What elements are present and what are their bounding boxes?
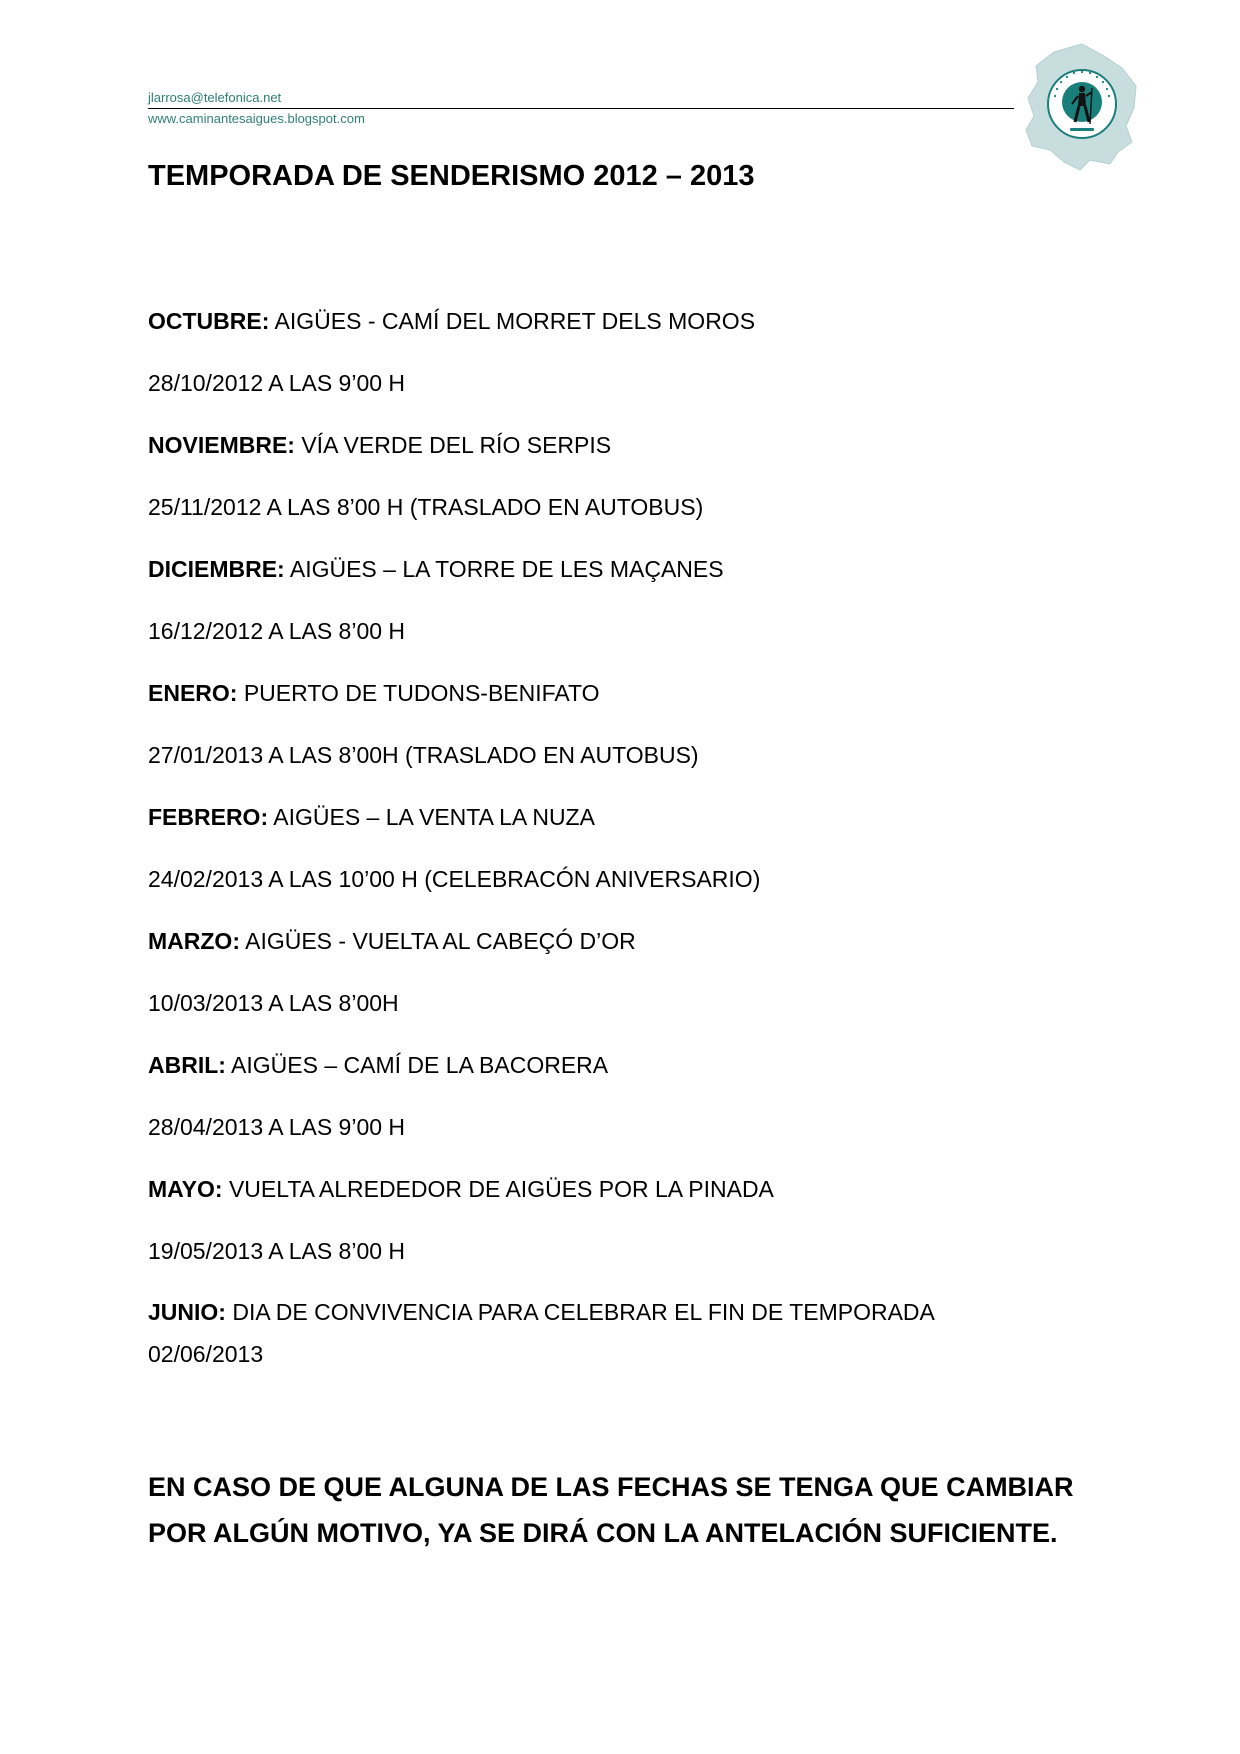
month-label: FEBRERO:: [148, 804, 269, 830]
schedule-row-month: [148, 1175, 1148, 1237]
month-label: ABRIL:: [148, 1052, 226, 1078]
date-change-notice: [148, 1464, 1148, 1556]
schedule-row-month: [148, 307, 1148, 369]
schedule-row-date: 28/04/2013 A LAS 9’00 H: [148, 1114, 406, 1140]
month-label: DICIEMBRE:: [148, 556, 285, 582]
route-name: AIGÜES - VUELTA AL CABEÇÓ D’OR: [239, 928, 636, 954]
schedule-row-month: [148, 555, 1148, 617]
route-name: AIGÜES – CAMÍ DE LA BACORERA: [225, 1052, 609, 1078]
schedule-june-block: [148, 1291, 1148, 1375]
route-name: AIGÜES – LA VENTA LA NUZA: [268, 804, 595, 830]
month-label: MAYO:: [148, 1176, 223, 1202]
schedule-row-month: [148, 679, 1148, 741]
schedule-row-date: 02/06/2013: [148, 1341, 264, 1367]
schedule-row-date: 27/01/2013 A LAS 8’00H (TRASLADO EN AUTOBUS): [148, 742, 699, 768]
schedule-row-date: 24/02/2013 A LAS 10’00 H (CELEBRACÓN ANIVERSARIO): [148, 866, 761, 892]
month-label: MARZO:: [148, 928, 240, 954]
header-website[interactable]: www.caminantesaigues.blogspot.com: [148, 111, 365, 126]
hiking-schedule: [148, 307, 1148, 1375]
notice-line: EN CASO DE QUE ALGUNA DE LAS FECHAS SE TENGA QUE CAMBIAR: [148, 1472, 1074, 1502]
schedule-row-month: [148, 803, 1148, 865]
document-title: TEMPORADA DE SENDERISMO 2012 – 2013: [148, 160, 755, 192]
schedule-row-month: [148, 431, 1148, 493]
schedule-row-date: 28/10/2012 A LAS 9’00 H: [148, 370, 406, 396]
schedule-row-date: 10/03/2013 A LAS 8’00H: [148, 990, 399, 1016]
route-name: AIGÜES - CAMÍ DEL MORRET DELS MOROS: [269, 308, 756, 334]
schedule-row-month: [148, 1291, 1148, 1333]
route-name: VUELTA ALREDEDOR DE AIGÜES POR LA PINADA: [222, 1176, 774, 1202]
hiker-logo-icon: [1024, 42, 1140, 172]
schedule-row-month: [148, 1051, 1148, 1113]
month-label: JUNIO:: [148, 1299, 226, 1325]
header-email[interactable]: jlarrosa@telefonica.net: [148, 90, 282, 105]
header-rule: [148, 108, 1014, 109]
route-name: PUERTO DE TUDONS-BENIFATO: [237, 680, 600, 706]
month-label: ENERO:: [148, 680, 238, 706]
schedule-row-month: [148, 927, 1148, 989]
route-name: AIGÜES – LA TORRE DE LES MAÇANES: [284, 556, 724, 582]
month-label: NOVIEMBRE:: [148, 432, 295, 458]
month-label: OCTUBRE:: [148, 308, 270, 334]
schedule-row-date: 25/11/2012 A LAS 8’00 H (TRASLADO EN AUTOBUS): [148, 494, 704, 520]
schedule-row-date: 19/05/2013 A LAS 8’00 H: [148, 1238, 406, 1264]
notice-line: POR ALGÚN MOTIVO, YA SE DIRÁ CON LA ANTELACIÓN SUFICIENTE.: [148, 1518, 1058, 1548]
route-name: VÍA VERDE DEL RÍO SERPIS: [294, 432, 612, 458]
schedule-row-date: 16/12/2012 A LAS 8’00 H: [148, 618, 406, 644]
route-name: DIA DE CONVIVENCIA PARA CELEBRAR EL FIN DE TEMPORADA: [225, 1299, 935, 1325]
